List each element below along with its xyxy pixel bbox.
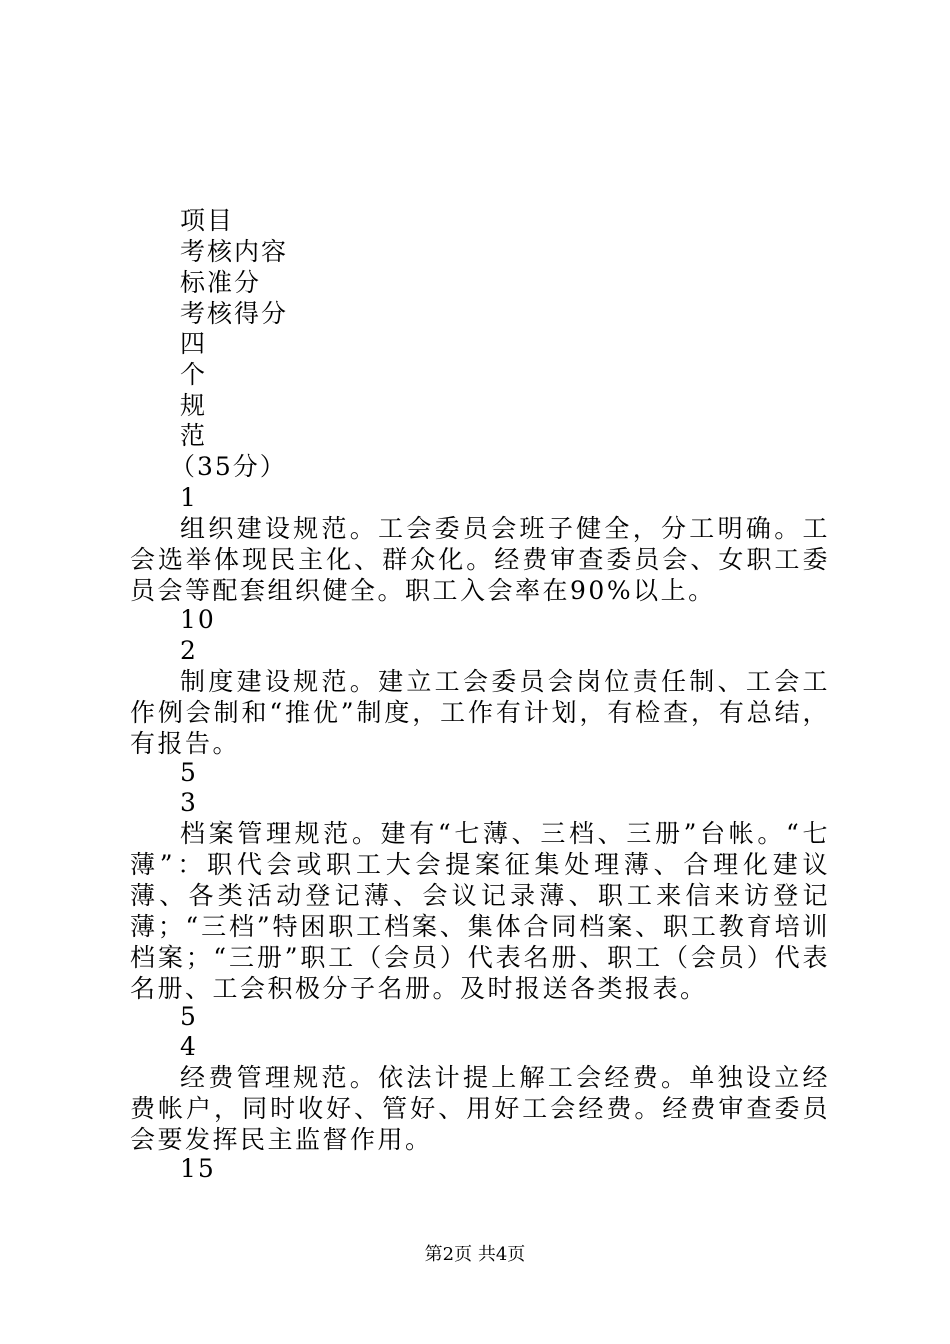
row-text: 制度建设规范。建立工会委员会岗位责任制、工会工作例会制和“推优”制度，工作有计划，有检查，有总结，有报告。 (130, 667, 830, 758)
category-char: 个 (180, 360, 208, 389)
row-number: 1 (180, 483, 198, 512)
row-number: 3 (180, 788, 198, 817)
header-item-label: 项目 (180, 206, 235, 235)
row-text: 组织建设规范。工会委员会班子健全，分工明确。工会选举体现民主化、群众化。经费审查委员会、女职工委员会等配套组织健全。职工入会率在90%以上。 (130, 514, 830, 605)
category-char: 范 (180, 421, 208, 450)
row-score: 10 (180, 605, 216, 634)
category-char: 四 (180, 329, 208, 358)
row-text: 经费管理规范。依法计提上解工会经费。单独设立经费帐户，同时收好、管好、用好工会经费。经费审查委员会要发挥民主监督作用。 (130, 1063, 830, 1154)
row-score: 15 (180, 1154, 216, 1183)
row-score: 5 (180, 758, 198, 787)
header-standard-score-label: 标准分 (180, 268, 262, 297)
header-actual-score-label: 考核得分 (180, 299, 289, 328)
row-number: 2 (180, 636, 198, 665)
row-score: 5 (180, 1002, 198, 1031)
row-number: 4 (180, 1032, 198, 1061)
category-char: 规 (180, 391, 208, 420)
page-footer: 第2页 共4页 (424, 1244, 526, 1265)
row-text: 档案管理规范。建有“七薄、三档、三册”台帐。“七薄”：职代会或职工大会提案征集处理薄、合理化建议薄、各类活动登记薄、会议记录薄、职工来信来访登记薄；“三档”特困职工档案、集体合同档案、职工教育培训档案；“三册”职工（会员）代表名册、职工（会员）代表名册、工会积极分子名册。及时报送各类报表。 (130, 819, 830, 1003)
category-points: （35分） (170, 452, 287, 481)
header-content-label: 考核内容 (180, 237, 289, 266)
